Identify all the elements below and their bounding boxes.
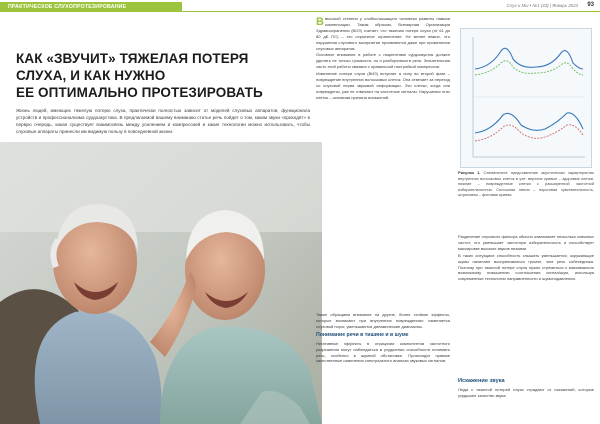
title-line-1: КАК «ЗВУЧИТ» ТЯЖЕЛАЯ ПОТЕРЯ bbox=[16, 51, 249, 66]
page-number: 93 bbox=[587, 2, 594, 8]
section-tab: ПРАКТИЧЕСКОЕ СЛУХОПРОТЕЗИРОВАНИЕ bbox=[0, 2, 182, 12]
article-column-right bbox=[458, 234, 594, 283]
figure-caption bbox=[458, 170, 594, 198]
article-title bbox=[16, 50, 306, 101]
elderly-men-laughing-photo bbox=[0, 142, 322, 424]
paragraph: Также обращаем внимание на другие, более стойкие эффекты, которые возникают при внутренних повреждениях: изменяется слуховой порог, уменьшаются динамические диапазоны. bbox=[316, 312, 450, 329]
journal-name: Слух и Мы • №1 (43) | Январь 2023 bbox=[506, 3, 578, 8]
paragraph: Основное внимание в работе с пациентами сурдоакустик должен уделять не только громкости, но и разборчивости речи. Значительная часть этой работы связана с правильной настройкой компрессии. bbox=[316, 52, 450, 70]
caption-text: Схематичное представление акустических характеристик внутренних волосковых клеток в ухе: верхние кривые – здоровые клетки, нижние – поврежденные клетки с расширенной частотной избирательностью. Сплошная линия – пороговая чувствительность, штриховая – фоновая кривая. bbox=[458, 170, 594, 198]
subheading-right bbox=[458, 378, 594, 399]
title-line-2: СЛУХА, И КАК НУЖНО bbox=[16, 68, 166, 83]
title-line-3: ЕЕ ОПТИМАЛЬНО ПРОТЕЗИРОВАТЬ bbox=[16, 85, 263, 100]
article-column-left bbox=[316, 16, 450, 102]
paragraph: Изменение потери слуха (ВИЗ) вступает в силу во второй фазе – повреждение внутренних волосковых клеток. Она отвечает за переход со слуховой нерва звуковой информации. Эти клетки, когда они повреждены, уже не отвечают на частотные сигналы. Нарушения этих клеток – основная причина искажений. bbox=[316, 71, 450, 100]
page-header bbox=[0, 0, 600, 14]
paragraph: Ввысокой степени у слабослышащего человека развиты навыки компенсации. Таким образом, Всемирная Организация Здравоохранения (ВОЗ) считает, что тяжелая потеря слуха (от 61 до 80 дБ ПС) – это серьезное ограничение. Не менее важно, что нарушения слухового восприятия проявляются даже при применении слуховых аппаратов. bbox=[316, 16, 450, 51]
article-lead: Жизнь людей, имеющих тяжелую потерю слуха, практически полностью зависит от моделей слуховых аппаратов, функционала устройств и профессионализма сурдоакустика. В предлагаемой вашему вниманию статье речь пойдет о том, каким звуки «приходят» в первую очередь, какая существует взаимосвязь между усилением и компрессией и какие технологии можно использовать, чтобы слуховые аппараты принесли им видимую пользу в повседневной жизни. bbox=[16, 108, 310, 134]
article-column-left-bottom bbox=[316, 312, 450, 365]
subheading-text: Искажение звука bbox=[458, 378, 505, 384]
paragraph-distortion: Люди с тяжелой потерей слуха страдают от искажений, которые ухудшают качество звука. bbox=[458, 387, 594, 398]
paragraph: Негативные эффекты в отрицании компонентов частотного разрешения могут наблюдаться в ухудшении способности понимать речь, особенно в шумной обстановке. Происходят прямые качественные изменения спектрального анализа звуковых сигналов. bbox=[316, 340, 450, 364]
paragraph: В таких ситуациях способность слышать уменьшается; окружающие шумы начинают восприниматься громче, чем речь собеседника. Поэтому при тяжелой потере слуха нужно стремиться к максимально возможному повышению соотношения сигнал/шум, используя современные технологии направленности и шумоподавления. bbox=[458, 252, 594, 282]
caption-label: Рисунок 1. bbox=[458, 170, 481, 175]
subheading: Понимание речи в тишине и в шуме bbox=[316, 331, 409, 338]
hair-cell-figure bbox=[460, 28, 592, 168]
drop-cap: В bbox=[316, 16, 324, 28]
header-rule bbox=[182, 11, 600, 12]
paragraph: Разделение слухового фильтра обычно охватывает несколько смежных частот, что уменьшает частотную избирательность и способствует маскировке высоких звуков низкими. bbox=[458, 234, 594, 251]
